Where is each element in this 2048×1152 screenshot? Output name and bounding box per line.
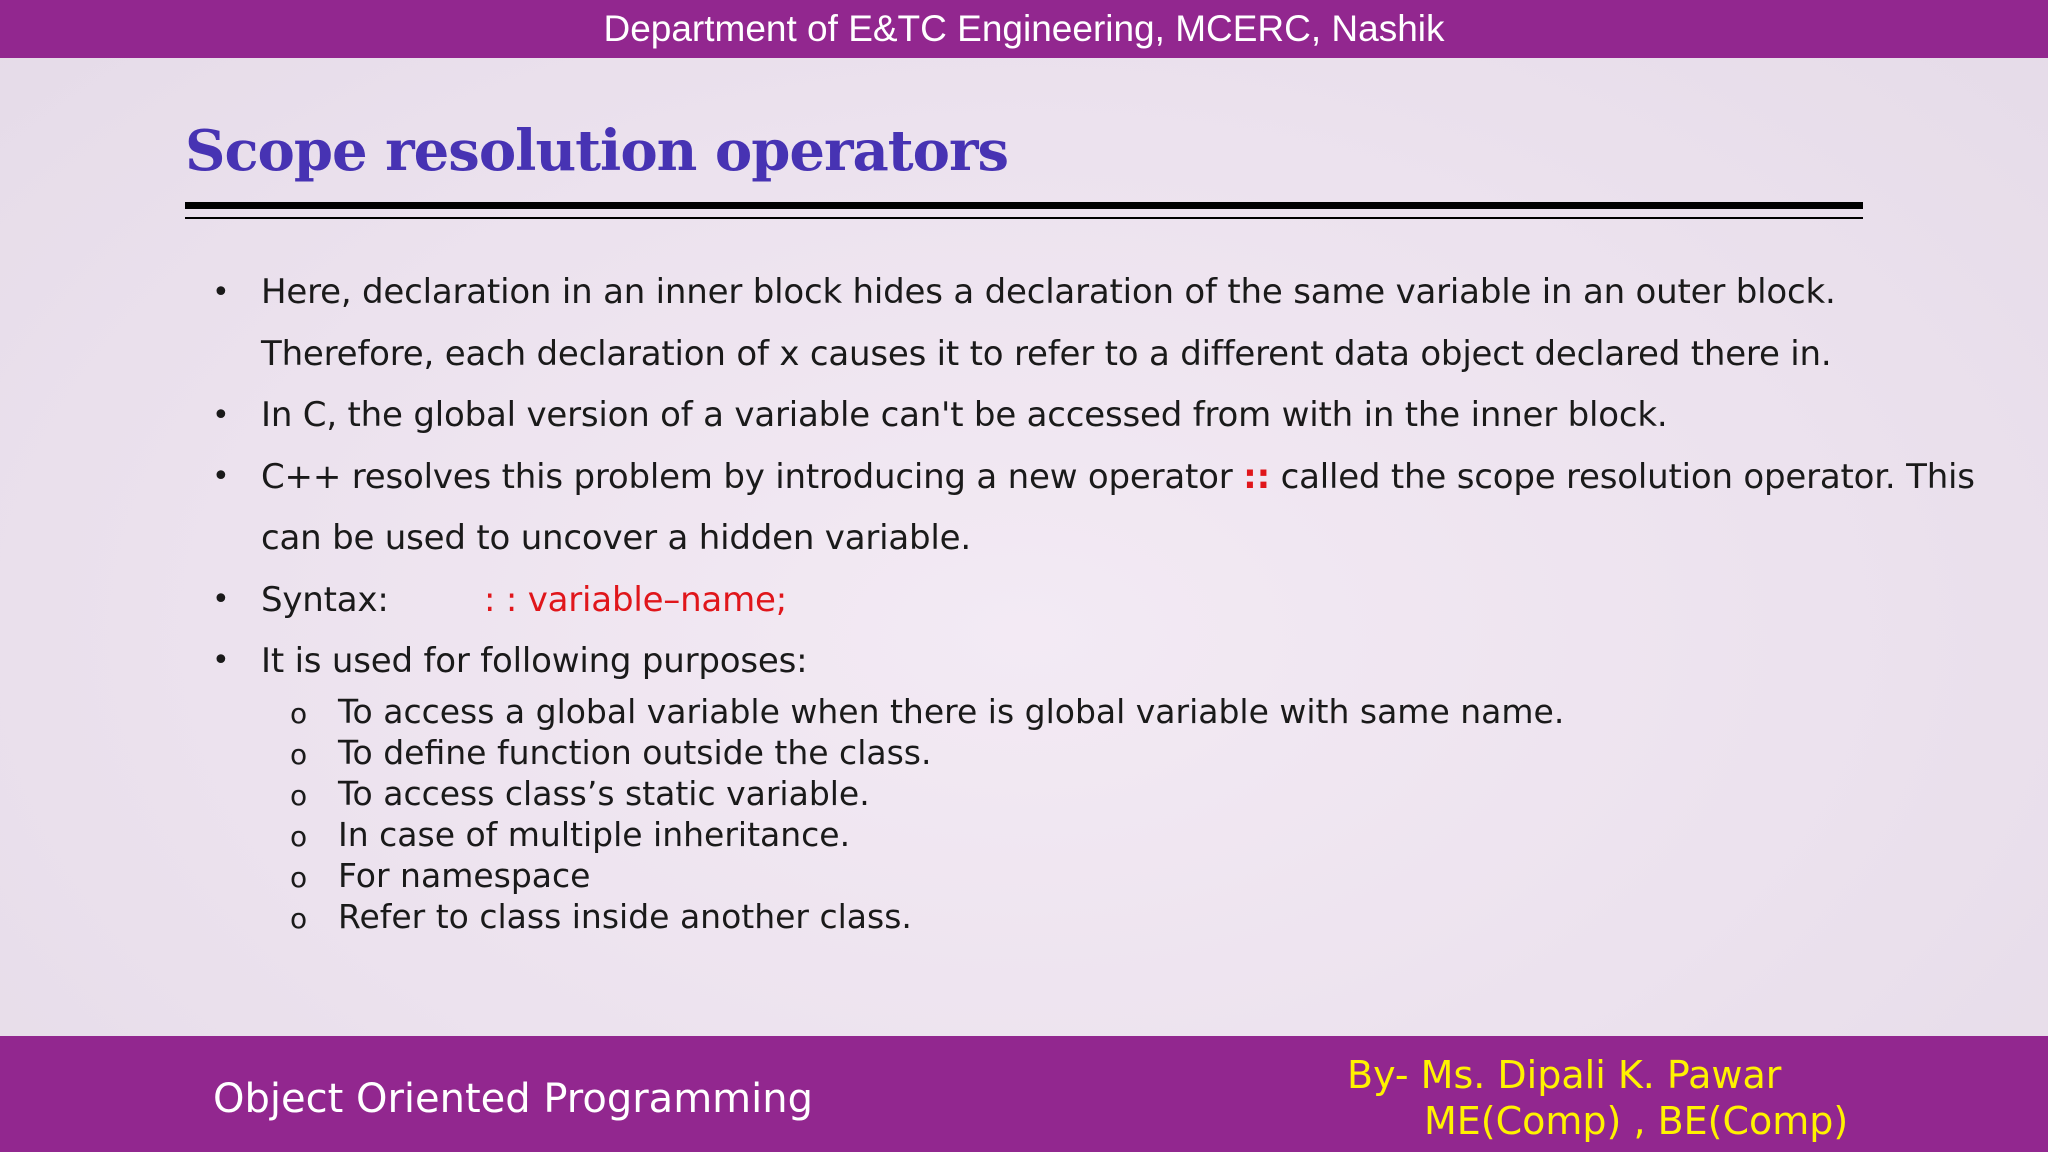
purpose-item: For namespace — [338, 856, 591, 895]
bullet-marker: • — [212, 643, 230, 678]
sub-bullet-marker: o — [290, 697, 308, 730]
bullet-marker: • — [212, 582, 230, 617]
sub-bullet-marker: o — [290, 820, 308, 853]
syntax-label: Syntax: — [261, 580, 389, 620]
bullet-3-line-1 — [261, 457, 1975, 497]
scope-operator-symbol: :: — [1243, 457, 1270, 497]
slide-title: Scope resolution operators — [185, 118, 1009, 184]
bullet-1-line-1: Here, declaration in an inner block hides a declaration of the same variable in an outer block. — [261, 272, 1836, 312]
bullet-2-text: In C, the global version of a variable can't be accessed from with in the inner block. — [261, 395, 1668, 435]
sub-bullet-marker: o — [290, 861, 308, 894]
bullet-3-line-2: can be used to uncover a hidden variable. — [261, 518, 971, 558]
purpose-item: Refer to class inside another class. — [338, 897, 912, 936]
author-degrees: ME(Comp) , BE(Comp) — [1424, 1099, 1849, 1143]
syntax-example: : : variable–name; — [484, 580, 787, 620]
bullet-1-line-2: Therefore, each declaration of x causes it to refer to a different data object declared there in. — [261, 334, 1832, 374]
sub-bullet-marker: o — [290, 779, 308, 812]
purpose-item: To access class’s static variable. — [338, 774, 870, 813]
purpose-item: In case of multiple inheritance. — [338, 815, 851, 854]
bullet-marker: • — [212, 398, 230, 433]
purpose-item: To define function outside the class. — [338, 733, 932, 772]
course-name: Object Oriented Programming — [213, 1076, 813, 1122]
bullet-3-pre: C++ resolves this problem by introducing a new operator — [261, 457, 1244, 497]
bullet-3-post: called the scope resolution operator. This — [1269, 457, 1975, 497]
purpose-item: To access a global variable when there is global variable with same name. — [338, 692, 1565, 731]
author-name: By- Ms. Dipali K. Pawar — [1347, 1053, 1782, 1097]
sub-bullet-marker: o — [290, 902, 308, 935]
bullet-marker: • — [212, 459, 230, 494]
department-title: Department of E&TC Engineering, MCERC, Nashik — [603, 8, 1445, 49]
sub-bullet-marker: o — [290, 738, 308, 771]
bullet-marker: • — [212, 275, 230, 310]
bullet-5-text: It is used for following purposes: — [261, 641, 808, 681]
